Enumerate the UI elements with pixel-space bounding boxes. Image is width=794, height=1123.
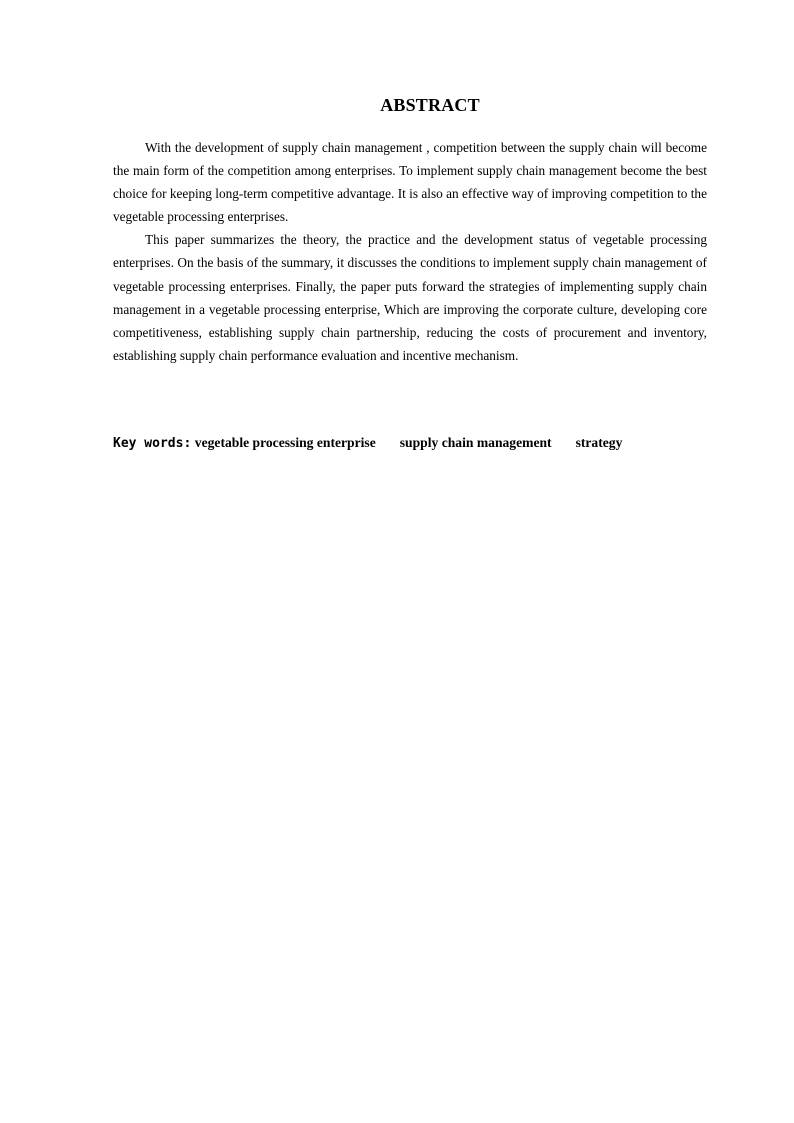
keyword-term-2: supply chain management [399, 435, 552, 450]
keyword-term-1: vegetable processing enterprise [194, 435, 376, 450]
abstract-title: ABSTRACT [380, 95, 480, 115]
abstract-paragraph-1: With the development of supply chain management , competition between the supply chain will become the main form of the competition among enterprises. To implement supply chain management become the best choice for keeping long-term competitive advantage. It is also an effective way of improving competition to the vegetable processing enterprises. [113, 140, 707, 225]
keywords-label: Key words: [113, 436, 192, 451]
abstract-body [113, 136, 707, 367]
keywords-line [113, 432, 733, 455]
abstract-paragraph-2: This paper summarizes the theory, the practice and the development status of vegetable processing enterprises. On the basis of the summary, it discusses the conditions to implement supply chain management of vegetable processing enterprises. Finally, the paper puts forward the strategies of implementing supply chain management in a vegetable processing enterprise, Which are improving the corporate culture, developing core competitiveness, establishing supply chain partnership, reducing the costs of procurement and inventory, establishing supply chain performance evaluation and incentive mechanism. [113, 232, 707, 363]
keyword-term-3: strategy [575, 435, 623, 450]
